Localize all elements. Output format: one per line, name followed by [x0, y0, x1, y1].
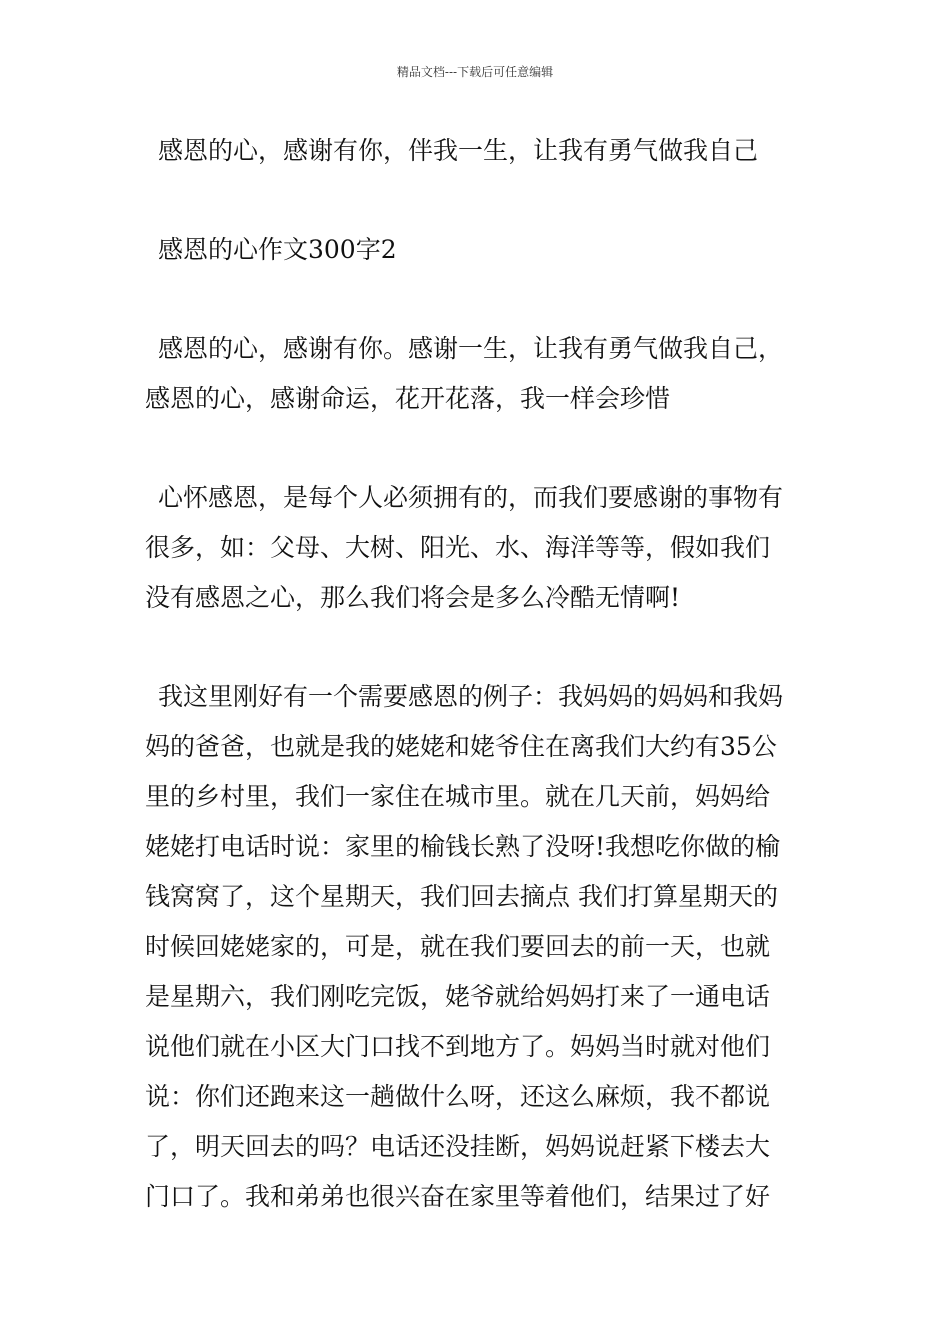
text-line: 是星期六，我们刚吃完饭，姥爷就给妈妈打来了一通电话	[145, 982, 771, 1011]
text-line: 没有感恩之心，那么我们将会是多么冷酷无情啊!	[145, 583, 681, 612]
section-title	[145, 225, 810, 275]
text-line: 很多，如：父母、大树、阳光、水、海洋等等，假如我们	[145, 533, 771, 562]
paragraph	[145, 126, 810, 176]
text-line: 妈的爸爸，也就是我的姥姥和姥爷住在离我们大约有35公	[145, 732, 777, 761]
text-line: 姥姥打电话时说：家里的榆钱长熟了没呀!我想吃你做的榆	[145, 832, 781, 861]
text-line: 感恩的心，感谢有你。感谢一生，让我有勇气做我自己，	[158, 334, 784, 363]
text-line: 钱窝窝了，这个星期天，我们回去摘点 我们打算星期天的	[145, 882, 778, 911]
text-line: 说：你们还跑来这一趟做什么呀，还这么麻烦，我不都说	[145, 1082, 771, 1111]
text-line: 里的乡村里，我们一家住在城市里。就在几天前，妈妈给	[145, 782, 771, 811]
paragraph	[145, 324, 810, 424]
text-line: 感恩的心，感谢有你，伴我一生，让我有勇气做我自己	[158, 136, 759, 165]
text-line: 我这里刚好有一个需要感恩的例子：我妈妈的妈妈和我妈	[158, 682, 784, 711]
text-line: 了，明天回去的吗？电话还没挂断，妈妈说赶紧下楼去大	[145, 1132, 771, 1161]
text-line: 心怀感恩，是每个人必须拥有的，而我们要感谢的事物有	[158, 483, 784, 512]
page-header: 精品文档---下载后可任意编辑	[396, 65, 554, 79]
paragraph	[145, 672, 810, 1222]
text-line: 说他们就在小区大门口找不到地方了。妈妈当时就对他们	[145, 1032, 771, 1061]
text-line: 感恩的心，感谢命运，花开花落，我一样会珍惜	[145, 384, 671, 413]
paragraph	[145, 473, 810, 623]
text-line: 时候回姥姥家的，可是，就在我们要回去的前一天，也就	[145, 932, 771, 961]
text-line: 感恩的心作文300字2	[158, 235, 397, 264]
document-body	[145, 126, 810, 1222]
text-line: 门口了。我和弟弟也很兴奋在家里等着他们，结果过了好	[145, 1182, 771, 1211]
